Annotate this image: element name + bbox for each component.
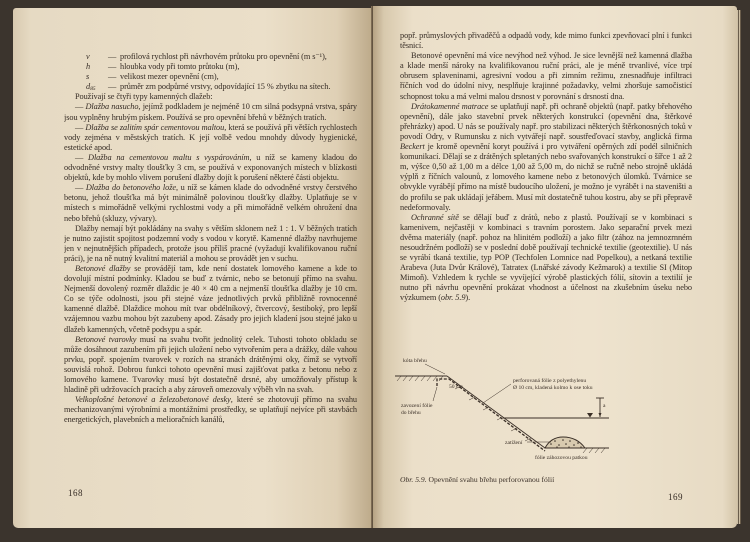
- body-paragraph: [64, 264, 357, 335]
- ground-hatch: [397, 376, 443, 381]
- definition-s: [64, 72, 357, 82]
- paragraph-text: se dělají buď z drátů, nebo z plastů. Používají se v kombinaci s kamenivem, nejčastěji v kombinaci s travním porostem. Jako separační prvek mezi dvěma materiály (např. pohoz na hlinitém podloží) a jako filtr (zához na jemnozrnném nesoudržném podloží) se v poslední době používají technické textilie (geotextilie). U nás se vyrábí tkaná textilie, typ POP (Techfolen Lomnice nad Popelkou), a netkaná textilie Arabeva (Juta Dvůr Králové), Tatratex (Lnářské závody Kežmarok) a textilie SI (Mitop Mimoň). Vzhledem k rychle se vyvíjející výrobě plastických fólií, sítovin a textilií je nutno při návrhu opevnění prokázat vhodnost a účelnost na zkušebním úseku nebo výzkumem (: [400, 212, 692, 303]
- left-page: [13, 8, 373, 528]
- definition-dash: —: [108, 52, 117, 61]
- paragraph-text: musí na svahu tvořit jednolitý celek. Tuhosti tohoto obkladu se může dosáhnout zazubením při jejich uložení nebo vytvořením pera a drážky, dále vahou prvku, popř. spojením tvarovek v rozích na stranách drátěnými oky, čímž se vytvoří souvislá rohož. Dobrou funkci tohoto opevnění musí zajišťovat patka z betonu nebo z lomového kamene. Tvarovky musí být dostatečně drsné, aby umožňovaly přístup k hladině při udržovacích pracích a aby zároveň omezovaly výběh vln na svah.: [64, 334, 357, 395]
- bank-level-leader: [425, 364, 445, 374]
- body-paragraph: [64, 335, 357, 396]
- symbol-definitions: [64, 52, 357, 92]
- paragraph-lead: Velkoplošné betonové a železobetonové desky: [75, 395, 231, 405]
- dimension-label: a: [603, 403, 606, 409]
- definition-d85: [64, 82, 357, 92]
- list-dash: —: [75, 152, 84, 162]
- anchoring-label: do břehu: [401, 410, 421, 416]
- paragraph-text: ).: [465, 293, 471, 303]
- symbol-subscript: 85: [90, 86, 96, 93]
- definition-symbol: v: [86, 52, 90, 61]
- paragraph-text: je kromě opevnění koryt používá i pro vytváření opěrných zdí podél silničních komunikací. Dělají se z drátěných spletaných nebo svařovaných konstrukcí o šířce 1 až 2 m, výšce 0,50 až 1,00 m a délce 1,00 až 5,00 m, do nichž se ručně nebo strojně ukládá výplň z říčních valounů, z lomového kamene nebo z betonových úlomků. Tvárnice se obvykle vyrábějí přímo na místě budoucího uložení, je možno je vyrábět i na staveništi a do profilu se pak ukládají jeřábem. Musí mít dostatečně tuhou kostru, aby se při přepravě nedeformovaly.: [400, 142, 692, 212]
- foil-leader: [483, 384, 511, 403]
- definition-symbol: h: [86, 62, 91, 72]
- pavement-type-text: , jejímž podkladem je nejméně 10 cm silná podsypná vrstva, spáry jsou vyplněny hrubým pískem. Používá se pro opevnění břehů v běžných tratích.: [64, 102, 357, 122]
- riprap-toe: [545, 437, 585, 448]
- paragraph-lead: Drátokamenné matrace: [411, 101, 489, 111]
- dimension-arrowhead: [599, 413, 602, 417]
- caption-text: Opevnění svahu břehu perforovanou fólií: [428, 475, 555, 484]
- list-dash: —: [75, 102, 84, 112]
- page-number-left: 168: [68, 488, 83, 498]
- definition-text: hloubka vody při tomto průtoku (m),: [120, 62, 240, 72]
- intro-sentence: Používají se čtyři typy kamenných dlažeb:: [75, 92, 213, 102]
- pavement-type-text: , která se používá při větších rychlostech vody zejména v městských tratích. K její volbě vedou mnohdy důvody hygienické, estetické apod.: [64, 122, 357, 152]
- load-label: fólie záhozovou patkou: [535, 455, 588, 461]
- bank-level-label: kóta břehu: [403, 358, 427, 364]
- definition-text: průměr zrn podpůrné vrstvy, odpovídající 15 % zbytku na sítech.: [120, 82, 331, 92]
- body-paragraph: [64, 395, 357, 425]
- paragraph-text: se provádějí tam, kde není dostatek lomového kamene a kde to dovolují místní podmínky. Kladou se buď z tvárnic, nebo se betonují přímo na svahu. Nejmenší dovolený rozměr dlaždic je 40 × 40 cm a nejmenší tloušťka dlažby je 10 cm. Co se týče odolnosti, jsou při stejné váze jednotlivých prvků přibližně rovnocenné kamenné dlažbě. Dlaždice mohou mít tvar obdélníkový, čtvercový, šestiboký, pro lepší vzájemnou vazbu mohou být zazubeny apod. Zásady pro jejich kladení jsou stejné jako u dlažeb kamenných, včetně podsypu a spár.: [64, 263, 357, 334]
- pavement-type-item: [64, 102, 357, 122]
- anchoring-leader: [433, 387, 437, 401]
- symbol-base: d: [86, 82, 91, 92]
- slope-foil-figure: [395, 354, 695, 470]
- figure-reference: obr. 5.9: [440, 293, 466, 303]
- definition-text: profilová rychlost při návrhovém průtoku pro opevnění (m s⁻¹),: [120, 52, 327, 61]
- paragraph-lead: Ochranné sítě: [411, 212, 459, 222]
- foil-label: perforovaná fólie z polyethylenu: [513, 378, 587, 384]
- definition-dash: —: [108, 82, 117, 92]
- list-dash: —: [75, 183, 84, 193]
- body-paragraph: [400, 213, 692, 304]
- pavement-type-text: , u níž se kámen klade do odvodněné vrstvy čerstvého betonu, jehož tloušťka má být minimálně polovinou tloušťky dlažby. Uplatňuje se v místech s mimořádně velkými rychlostmi vody a při mimořádně velkém ohrožení dna nebo břehů (skluzy, vývary).: [64, 183, 357, 223]
- definition-dash: —: [108, 72, 117, 82]
- anchor-width-label: 50 cm: [449, 384, 463, 390]
- list-dash: —: [75, 122, 84, 132]
- paragraph-lead: Betonové tvarovky: [75, 334, 137, 344]
- anchoring-label: zavození fólie: [401, 403, 433, 409]
- left-page-text: [64, 52, 357, 492]
- pavement-type-term: Dlažba nasucho: [85, 102, 139, 112]
- body-paragraph: [64, 224, 357, 264]
- paragraph-text: Dlažby nemají být pokládány na svahy s větším sklonem než 1 : 1. V běžných tratích je nutno zajistit spojitost podzemní vody s vodou v korytě. Kamenné dlažby navrhujeme jen v nejnutnějších případech, protože jsou příliš pracné (vyžadují kvalifikovanou ruční práci), je na ně nutný kvalitní materiál a mohou se provádět jen v suchu.: [64, 223, 357, 263]
- body-paragraph: [400, 51, 692, 101]
- water-level-marker: [587, 413, 593, 418]
- paragraph-text: popř. průmyslových přivaděčů a odpadů vody, kde mimo funkci zpevňovací plní i funkci těsnicí.: [400, 31, 692, 51]
- pavement-type-item: [64, 123, 357, 153]
- body-paragraph: [400, 31, 692, 51]
- definition-dash: —: [108, 62, 117, 72]
- load-label: zatížení: [505, 440, 523, 446]
- caption-label: Obr. 5.9.: [400, 475, 427, 484]
- pavement-type-text: , u níž se kameny kladou do odvodněné vrstvy malty tloušťky 3 cm, se používá v exponovaných místech v blízkosti objektů, kde by mohlo vlivem porušení dlažby dojít k porušení některé části objektu.: [64, 152, 357, 183]
- foil-label: Ø 10 cm, kladená kolmo k ose toku: [513, 385, 593, 391]
- right-page: [373, 6, 737, 528]
- figure-caption: [400, 475, 554, 484]
- paragraph-text: Betonové opevnění má více nevýhod než výhod. Je sice levnější než kamenná dlažba a klade menší nároky na kvalifikovanou ruční práci, ale je méně trvanlivé, více trpí obrusem splaveninami, agresivní vodou a při zimním režimu, znesnadňuje infiltraci říčních vod do údolní nivy, nesplňuje krajinné požadavky, velmi zhoršuje samočisticí schopnost toku a má velmi malou drsnost v porovnání s drsností dna.: [400, 51, 692, 101]
- body-paragraph: [400, 102, 692, 213]
- paragraph-lead: Betonové dlažby: [75, 263, 131, 273]
- pavement-type-item: [64, 153, 357, 183]
- definition-symbol: s: [86, 72, 90, 82]
- definition-symbol: [86, 82, 108, 92]
- paragraph-text: se uplatňují např. při ochraně objektů (např. patky břehového opevnění), dále jako stavební prvek některých konstrukcí (opevnění dna, štěrkové přehrázky) apod. U nás se používaly např. pro stabilizaci některých štěrkonosných toků v povodí Odry, v Rumunsku z nich vytvářejí např. soustřeďovací stavby, anglická firma: [400, 101, 692, 141]
- paragraph-text: , které se zhotovují přímo na svahu mechanizovanými výrobními a montážními prostředky, se uplatňují nejvíce při stavbách energetických, plavebních a melioračních kanálů,: [64, 395, 357, 425]
- pavement-type-term: Dlažba do betonového lože: [85, 183, 176, 193]
- pavement-type-term: Dlažba se zalitím spár cementovou maltou: [85, 122, 225, 132]
- page-block-edge: [737, 10, 741, 524]
- definition-v: [64, 52, 357, 62]
- right-page-text: [400, 31, 692, 353]
- pavement-type-item: [64, 183, 357, 223]
- page-number-right: 169: [668, 492, 683, 502]
- paragraph-emphasis: Beckert: [400, 142, 425, 152]
- bottom-hatch: [583, 448, 605, 453]
- pavement-type-term: Dlažba na cementovou maltu s vyspárováním: [88, 152, 250, 162]
- definition-text: velikost mezer opevnění (cm),: [120, 72, 219, 82]
- definition-h: [64, 62, 357, 72]
